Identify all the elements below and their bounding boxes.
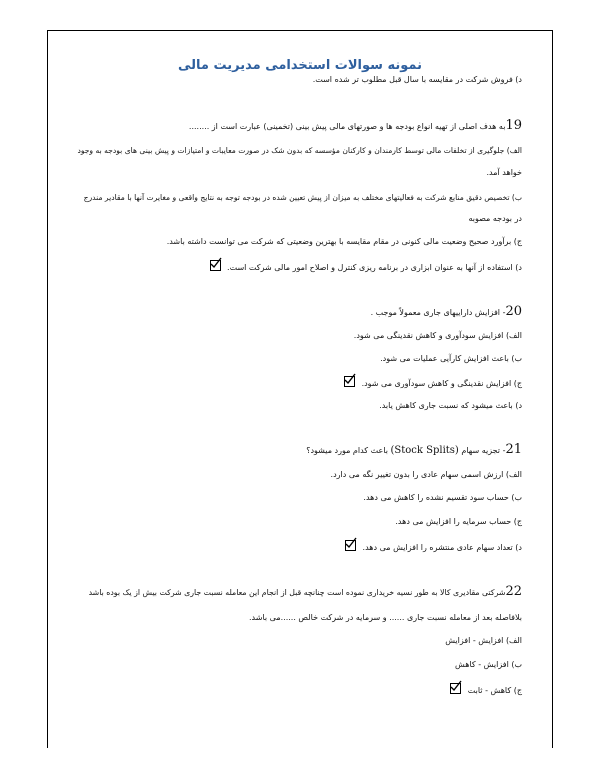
question-number: 22 xyxy=(505,584,522,599)
question-22-line2: بلافاصله بعد از معامله نسبت جاری ...... و سرمایه در شرکت خالص ......می باشد. xyxy=(249,613,522,622)
question-number: 20 xyxy=(505,304,522,319)
option-d-21 xyxy=(76,540,522,554)
page-title: نمونه سوالات استخدامی مدیریت مالی xyxy=(178,58,422,73)
option-c-19: ج) برآورد صحیح وضعیت مالی کنونی در مقام مقایسه با بهترین وضعیتی که شرکت می توانست داشته باشد. xyxy=(166,237,522,246)
question-19 xyxy=(76,120,522,133)
option-c-20 xyxy=(76,376,522,390)
option-d-20: د) باعث میشود که نسبت جاری کاهش یابد. xyxy=(379,401,522,410)
option-a-22: الف) افزایش - افزایش xyxy=(445,636,522,645)
checkbox-checked-icon xyxy=(450,683,461,694)
option-text: د) تعداد سهام عادی منتشره را افزایش می دهد. xyxy=(362,543,522,552)
option-b-19-line1: ب) تخصیص دقیق منابع شرکت به فعالیتهای مختلف به میزان از پیش تعیین شده در بودجه توجه به نتایج واقعی و مغایرت آنها با مقادیر مندرج xyxy=(83,193,522,202)
question-22-line1 xyxy=(76,586,522,599)
question-text: - افزایش داراییهای جاری معمولاً موجب . xyxy=(370,308,506,317)
option-d-prev: د) فروش شرکت در مقایسه با سال قبل مطلوب تر شده است. xyxy=(312,75,522,84)
option-a-19-line2: خواهد آمد. xyxy=(486,168,522,177)
checkbox-checked-icon xyxy=(210,260,221,271)
question-text: به هدف اصلی از تهیه انواع بودجه ها و صورتهای مالی پیش بینی (تخمینی) عبارت است از ........ xyxy=(188,122,506,131)
checkbox-checked-icon xyxy=(345,540,356,551)
option-b-21: ب) حساب سود تقسیم نشده را کاهش می دهد. xyxy=(363,493,522,502)
question-text-end: باعث کدام مورد میشود؟ xyxy=(306,446,388,455)
question-20 xyxy=(76,306,522,319)
option-a-21: الف) ارزش اسمی سهام عادی را بدون تغییر نگه می دارد. xyxy=(330,470,522,479)
option-a-19-line1: الف) جلوگیری از تخلفات مالی توسط کارمندان و کارکنان مؤسسه که بدون شک در صورت معایبات و امتیازات و پیش بینی های بودجه به وجود xyxy=(77,146,522,155)
question-text: شرکتی مقادیری کالا به طور نسیه خریداری نموده است چنانچه قبل از انجام این معامله نسبت جاری شرکت بیش از یک بوده باشد xyxy=(88,588,506,597)
option-text: ج) افزایش نقدینگی و کاهش سودآوری می شود. xyxy=(361,379,522,388)
option-d-19 xyxy=(76,260,522,274)
option-c-22 xyxy=(76,683,522,697)
option-b-20: ب) باعث افزایش کارآیی عملیات می شود. xyxy=(380,354,522,363)
option-a-20: الف) افزایش سودآوری و کاهش نقدینگی می شود. xyxy=(353,331,522,340)
question-number: 19 xyxy=(505,118,522,133)
option-text: د) استفاده از آنها به عنوان ابزاری در برنامه ریزی کنترل و اصلاح امور مالی شرکت است. xyxy=(227,263,522,272)
question-number: 21 xyxy=(505,442,522,457)
question-21 xyxy=(76,444,522,457)
option-b-19-line2: در بودجه مصوبه xyxy=(468,214,522,223)
checkbox-checked-icon xyxy=(344,376,355,387)
question-term: (Stock Splits) xyxy=(390,445,459,456)
option-b-22: ب) افزایش - کاهش xyxy=(455,660,522,669)
option-c-21: ج) حساب سرمایه را افزایش می دهد. xyxy=(395,517,522,526)
option-text: ج) کاهش - ثابت xyxy=(467,686,522,695)
question-text: - تجزیه سهام xyxy=(461,446,506,455)
